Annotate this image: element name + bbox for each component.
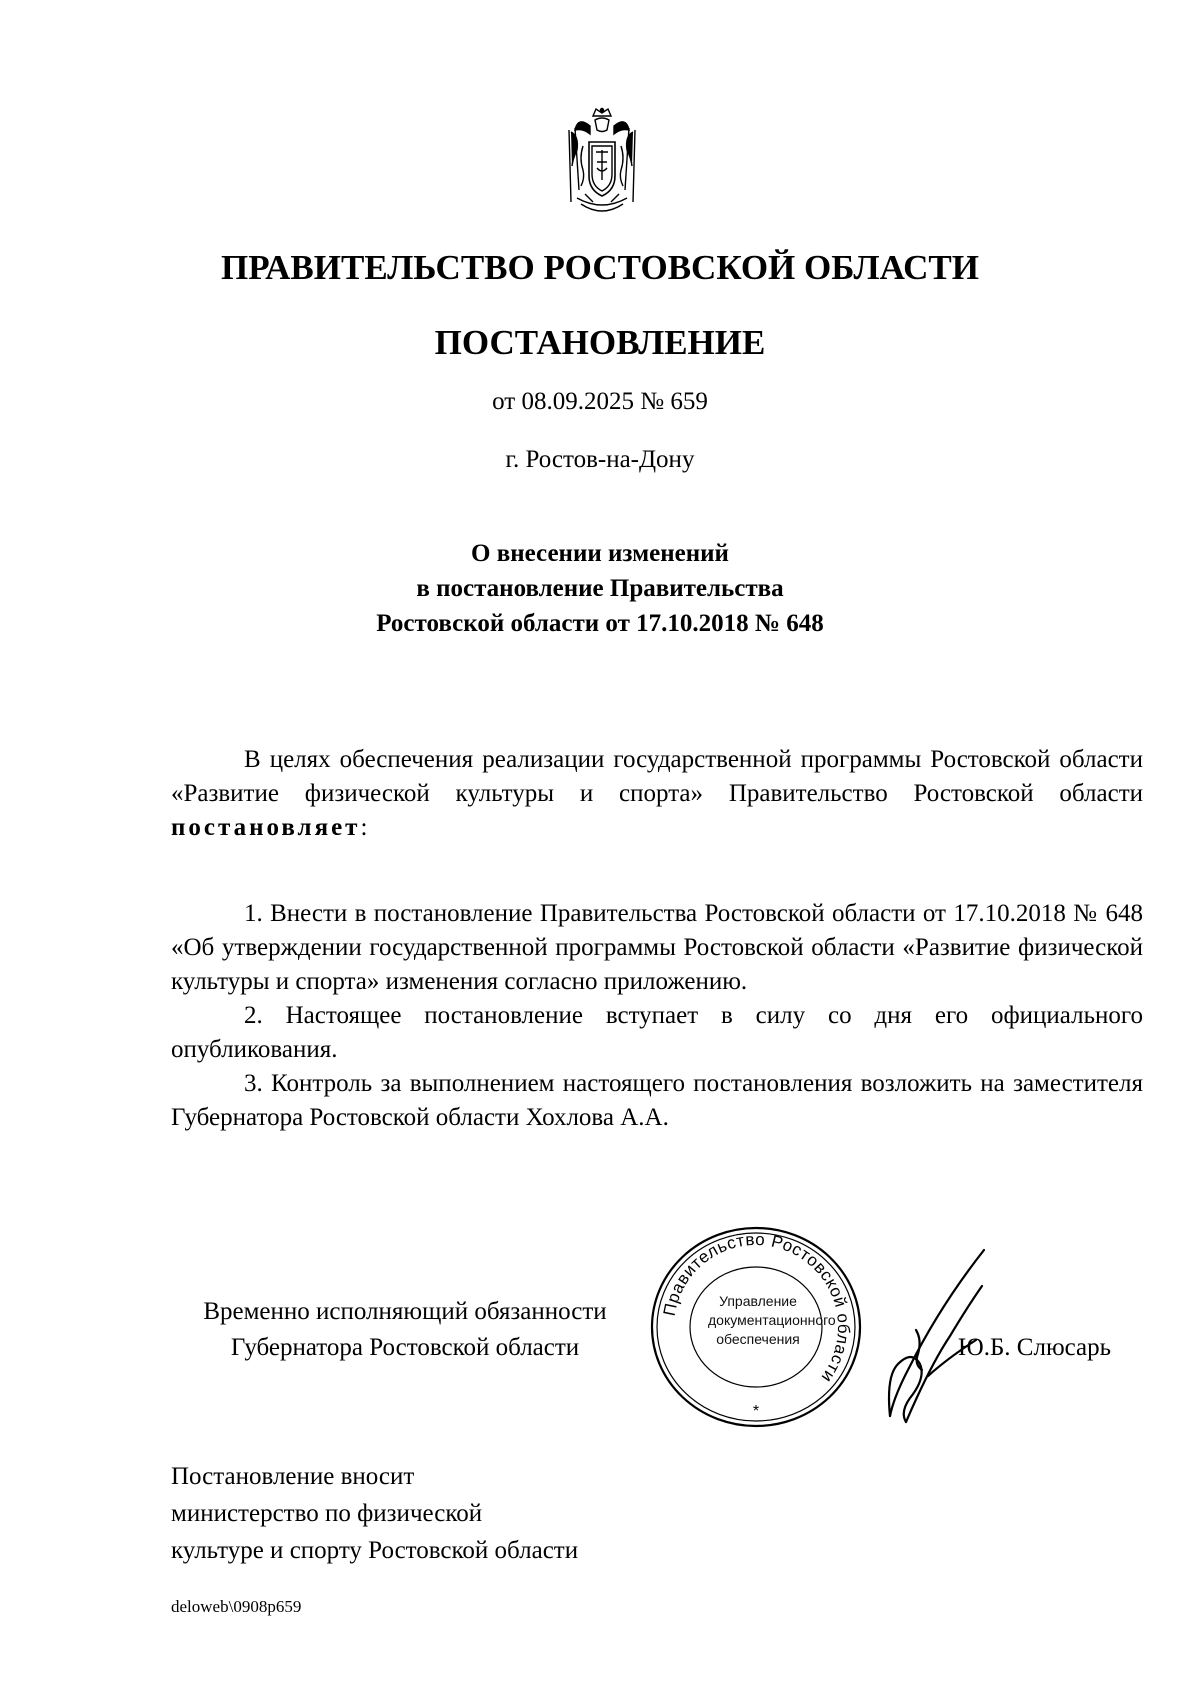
official-seal [646,1222,866,1432]
document-place: г. Ростов-на-Дону [505,446,695,473]
submitter-line: Постановление вносит [171,1463,415,1490]
issuing-authority: ПРАВИТЕЛЬСТВО РОСТОВСКОЙ ОБЛАСТИ [221,248,979,287]
seal-center-text [708,1292,836,1349]
seal-ring-text: Правительство Ростовской области [659,1229,854,1387]
signer-name: Ю.Б. Слюсарь [958,1334,1112,1361]
file-reference: deloweb\0908p659 [171,1597,302,1616]
seal-star: * [752,1403,760,1420]
document-type: ПОСТАНОВЛЕНИЕ [434,323,766,362]
preamble-text: В целях обеспечения реализации государственной программы Ростовской области «Развитие физической культуры и спорта» Правительство Ростовской области [171,746,1143,807]
submitter-line: министерство по физической [171,1500,483,1527]
document-title-line: Ростовской области от 17.10.2018 № 648 [376,610,824,637]
submitter-note [171,1458,578,1569]
seal-center-line: Управление [719,1293,797,1309]
rostov-oblast-coat-of-arms-icon [563,106,641,223]
signer-position [171,1294,639,1366]
preamble-paragraph [171,743,1143,845]
coat-of-arms-emblem [563,106,641,223]
signer-position-line: Временно исполняющий обязанности [203,1298,607,1325]
resolution-item: 1. Внести в постановление Правительства Ростовской области от 17.10.2018 № 648 «Об утверждении государственной программы Ростовской области «Развитие физической культуры и спорта» изменения согласно приложению. [171,900,1143,995]
document-title-line: в постановление Правительства [416,575,784,602]
seal-center-line: документационного [708,1312,836,1328]
seal-center-line: обеспечения [716,1331,800,1347]
document-date-number: от 08.09.2025 № 659 [492,388,708,415]
document-title [0,536,1200,641]
resolution-item: 2. Настоящее постановление вступает в силу со дня его официального опубликования. [171,1002,1143,1063]
resolution-item: 3. Контроль за выполнением настоящего постановления возложить на заместителя Губернатора Ростовской области Хохлова А.А. [171,1070,1143,1131]
resolution-items [171,897,1143,1135]
signer-position-line: Губернатора Ростовской области [230,1334,580,1361]
preamble-emphasis: постановляет [171,814,361,841]
preamble-punctuation: : [360,814,368,841]
document-title-line: О внесении изменений [471,540,729,567]
submitter-line: культуре и спорту Ростовской области [171,1537,579,1564]
